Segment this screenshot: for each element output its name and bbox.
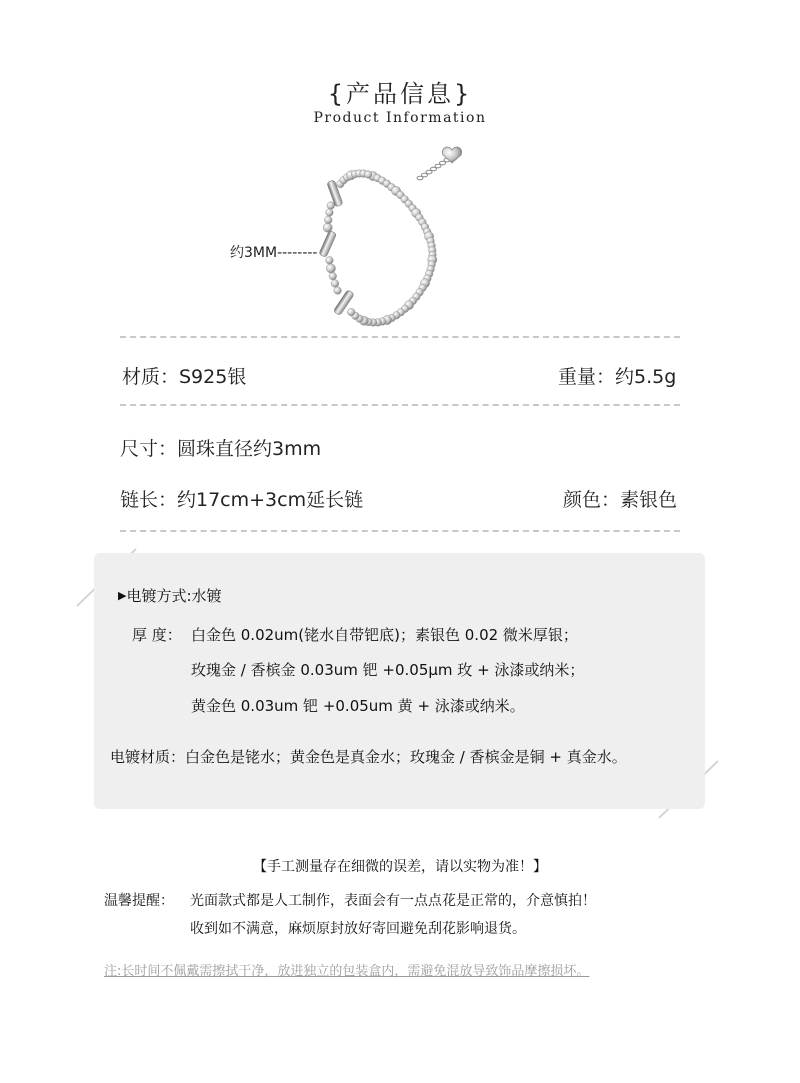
page-subtitle: Product Information [313, 110, 487, 126]
bead [323, 223, 332, 232]
bead [347, 308, 355, 316]
plating-method: 电镀方式:水镀 [126, 587, 222, 605]
spec-chain-length: 链长：约17cm+3cm延长链 [120, 489, 364, 511]
page-title: {产品信息} [327, 80, 473, 108]
bead [329, 272, 337, 280]
heart-charm-icon [442, 147, 461, 163]
spec-color: 颜色：素银色 [563, 489, 678, 511]
thickness-label: 厚 度： [132, 626, 182, 644]
tube-bead [319, 230, 337, 257]
tip-label: 温馨提醒： [104, 893, 174, 909]
bead [327, 202, 335, 210]
bracelet-image [220, 128, 480, 338]
tube-beads [319, 180, 355, 316]
notice-headline: 【手工测量存在细微的误差，请以实物为准！】 [253, 859, 547, 875]
divider [120, 404, 680, 406]
thickness-line-3: 黄金色 0.03um 钯 +0.05um 黄 + 泳漆或纳米。 [191, 697, 525, 715]
thickness-line-1: 白金色 0.02um(铑水自带钯底)；素银色 0.02 微米厚银； [191, 626, 578, 644]
bead [364, 171, 372, 179]
bead [326, 257, 334, 265]
thickness-line-2: 玫瑰金 / 香槟金 0.03um 钯 +0.05μm 玫 + 泳漆或纳米； [191, 661, 585, 679]
extension-chain [417, 158, 450, 180]
spec-material: 材质：S925银 [122, 366, 247, 388]
tip-line-2: 收到如不满意，麻烦原封放好寄回避免刮花影响退货。 [190, 921, 526, 937]
divider [120, 530, 680, 532]
bead [325, 216, 333, 224]
spec-weight: 重量：约5.5g [558, 366, 677, 388]
spec-size: 尺寸：圆珠直径约3mm [120, 438, 322, 460]
plating-method-row [118, 585, 222, 606]
care-footnote: 注:长时间不佩戴需擦拭干净，放进独立的包装盒内，需避免混放导致饰品摩擦损坏。 [104, 964, 590, 979]
triangle-bullet-icon: ▶ [118, 589, 127, 602]
plating-material: 电镀材质：白金色是铑水；黄金色是真金水；玫瑰金 / 香槟金是铜 + 真金水。 [110, 748, 627, 766]
bead [326, 264, 335, 273]
bead [334, 287, 342, 295]
bead-size-label: 约3MM-------- [230, 245, 318, 261]
tip-line-1: 光面款式都是人工制作，表面会有一点点花是正常的，介意慎拍！ [190, 893, 596, 909]
bead [326, 209, 334, 217]
bead [331, 280, 339, 288]
divider [120, 336, 680, 338]
